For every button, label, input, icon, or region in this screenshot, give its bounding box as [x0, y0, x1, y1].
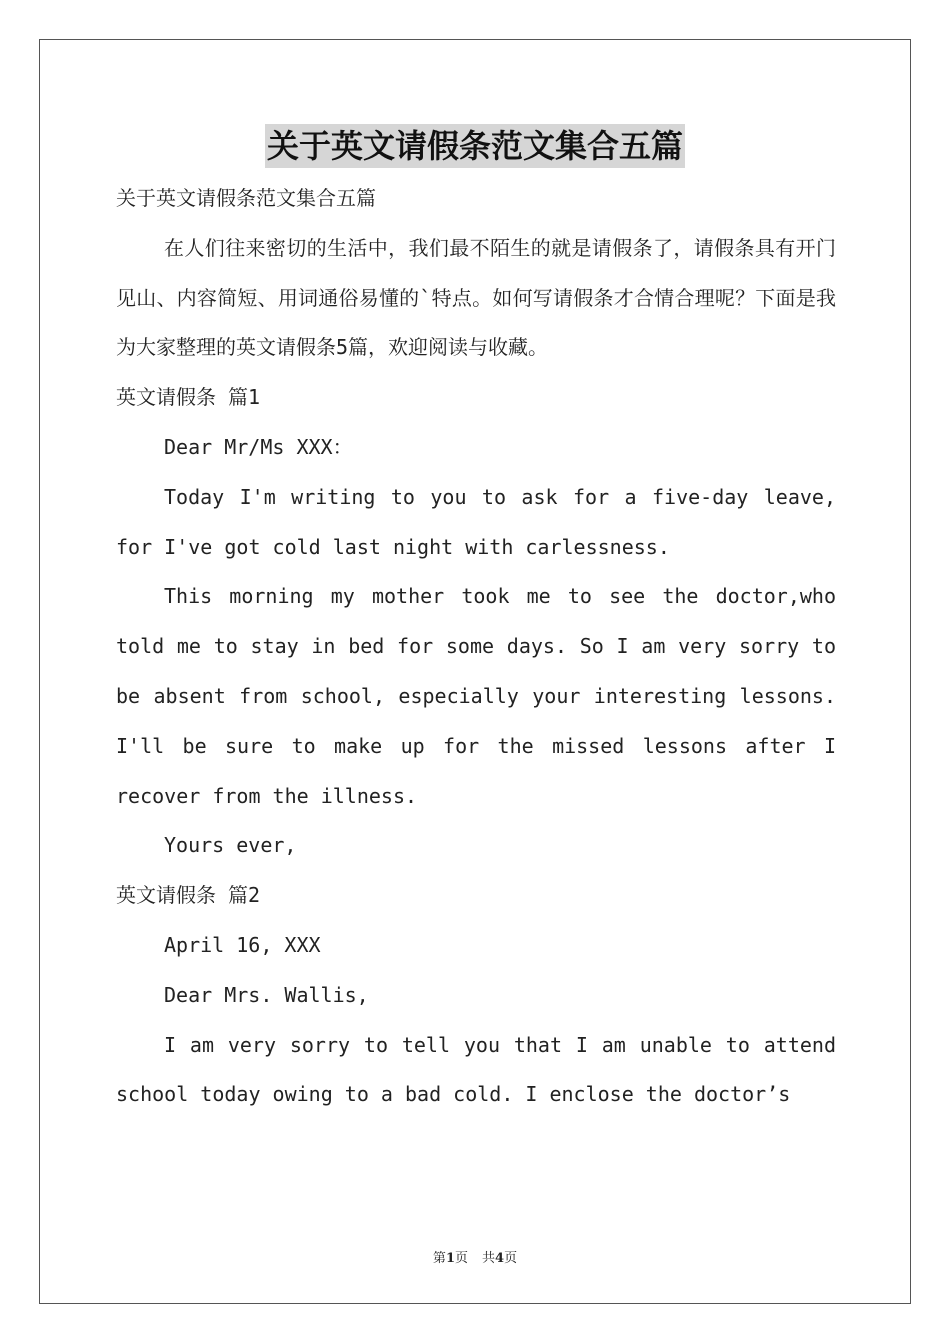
total-suffix: 页 — [504, 1251, 518, 1266]
section-heading-1: 英文请假条 篇1 — [116, 385, 261, 410]
total-prefix: 共 — [482, 1251, 496, 1266]
intro-paragraph: 在人们往来密切的生活中，我们最不陌生的就是请假条了，请假条具有开门见山、内容简短、用词通俗易懂的`特点。如何写请假条才合情合理呢？下面是我为大家整理的英文请假条5篇，欢迎阅读与收藏。 — [116, 235, 836, 360]
section-2-paragraph-1: I am very sorry to tell you that I am unable to attend school today owing to a bad cold. I enclose the doctor’s — [116, 1032, 836, 1107]
document-subtitle: 关于英文请假条范文集合五篇 — [116, 186, 376, 210]
title-container — [0, 124, 950, 168]
page-suffix: 页 — [454, 1251, 468, 1266]
section-1-greeting: Dear Mr/Ms XXX： — [164, 434, 353, 459]
page-footer — [0, 1247, 950, 1266]
section-heading-2: 英文请假条 篇2 — [116, 883, 261, 908]
document-body — [116, 174, 836, 1120]
page-prefix: 第 — [432, 1251, 446, 1266]
page-total: 4 — [495, 1251, 505, 1266]
section-1-paragraph-2: This morning my mother took me to see the doctor,who told me to stay in bed for some days. So I am very sorry to be absent from school, especially your interesting lessons. I'll be sure to make up for the missed lessons after I recover from the illness. — [116, 584, 836, 808]
section-2-date: April 16, XXX — [164, 932, 321, 957]
section-2-greeting: Dear Mrs. Wallis, — [164, 982, 369, 1007]
document-title: 关于英文请假条范文集合五篇 — [265, 124, 685, 168]
section-1-closing: Yours ever, — [164, 833, 297, 858]
page-current: 1 — [445, 1251, 455, 1266]
section-1-paragraph-1: Today I'm writing to you to ask for a five-day leave, for I've got cold last night with carlessness. — [116, 484, 836, 559]
